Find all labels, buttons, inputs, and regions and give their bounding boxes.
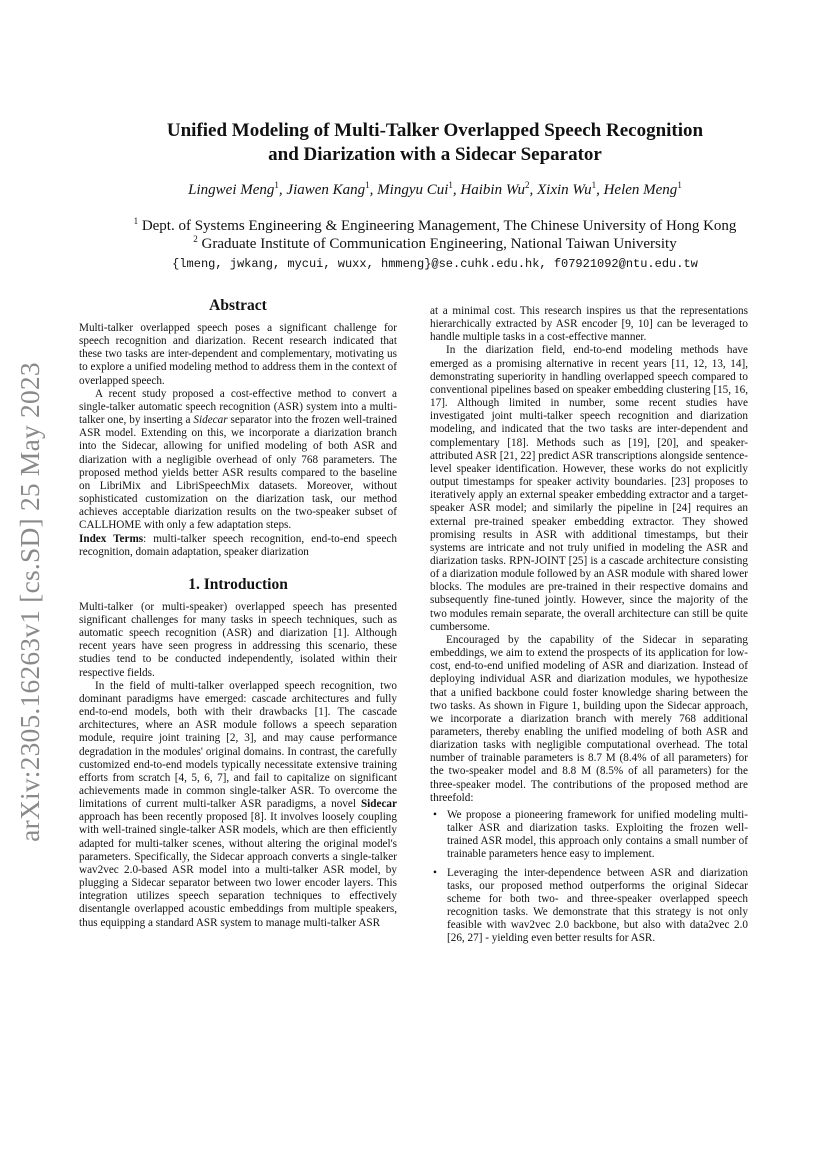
list-item-text: Leveraging the inter-dependence between ASR and diarization tasks, our proposed method outperforms the original Sidecar scheme for both two- and three-speaker overlapped speech recognition tasks. We demonstrate that this strategy is not only feasible with wav2vec 2.0 backbone, but also with data2vec 2.0 [26, 27] - yielding even better results for ASR. (447, 866, 748, 945)
abstract-paragraph-2 (79, 388, 397, 533)
author: Xixin Wu (537, 182, 592, 198)
left-column (79, 297, 397, 930)
abstract-heading: Abstract (209, 297, 267, 314)
author: Lingwei Meng (188, 182, 275, 198)
author-affiliation-mark: 1 (677, 180, 682, 190)
affiliation-2 (60, 234, 810, 253)
contribution-list (430, 809, 748, 946)
introduction-heading: 1. Introduction (188, 575, 288, 593)
author-list: Lingwei Meng$^1$, Jiawen Kang$^1$, Mingyu Cui$^1$, Haibin Wu$^2$, Xixin Wu$^1$, Helen Meng$^1$ (188, 180, 682, 198)
arxiv-identifier (10, 352, 50, 852)
intro-paragraph-2 (79, 680, 397, 930)
text-run: In the field of multi-talker overlapped speech recognition, two dominant paradigms have emerged: cascade architectures and fully end-to-end models, both with their drawbacks [1]. The cascade architectures, where an ASR module follows a speech separation module, require joint training [2, 3], and may cause performance degradation in the modules' original domains. In contrast, the carefully customized end-to-end models typically necessitate extensive training efforts from scratch [4, 5, 6, 7], and fail to capitalize on significant achievements made in common single-talker ASR. To overcome the limitations of current multi-talker ASR paradigms, a novel (79, 679, 397, 811)
text-run: approach has been recently proposed [8]. It involves loosely coupling with well-trained single-talker ASR models, which are then efficiently adapted for multi-talker scenes, without altering the original model's parameters. Specifically, the Sidecar approach converts a single-talker wav2vec 2.0-based ASR model into a multi-talker ASR model, by plugging a Sidecar separator between two lower encoder layers. This integration utilizes speech separation techniques to effectively disentangle overlapped acoustic embeddings from multiple speakers, thus equipping a standard ASR system to manage multi-talker ASR (79, 811, 397, 929)
intro-paragraph-2-continued: at a minimal cost. This research inspires us that the representations hierarchically extracted by ASR encoder [9, 10] can be leveraged to handle multiple tasks in a cost-effective manner. (430, 305, 748, 344)
intro-paragraph-1: Multi-talker (or multi-speaker) overlapped speech has presented significant challenges for many tasks in speech techniques, such as automatic speech recognition (ASR) and diarization [1]. Although recent years have seen progress in addressing this scenario, these studies tend to be conducted independently, isolated within their respective fields. (79, 600, 397, 679)
bullet-icon: • (433, 808, 437, 821)
title-line-1: Unified Modeling of Multi-Talker Overlapped Speech Recognition (166, 120, 704, 141)
author-affiliation-mark: 1 (591, 180, 597, 190)
paper-title (60, 119, 810, 167)
intro-paragraph-3: In the diarization field, end-to-end modeling methods have emerged as a promising alternative in recent years [11, 12, 13, 14], demonstrating superiority in handling overlapped speech compared to conventional pipelines based on speaker embedding clustering [15, 16, 17]. Although limited in number, some recent studies have investigated joint multi-talker speech recognition and diarization modeling, and indicated that the two tasks are inter-dependent and complementary [18]. Methods such as [19], [20], and speaker-attributed ASR [21, 22] predict ASR transcriptions alongside sentence-level speaker identification. However, these works do not explicitly output timestamps for speaker activity boundaries. [23] proposes to iteratively apply an external speaker embedding extractor and a target-speaker ASR model; and similarly the pipeline in [24] requires an external pre-trained speaker embedding extractor. They showed promising results in ASR with additional timestamps, but their systems are intricate and not truly unified in modeling the ASR and diarization tasks. RPN-JOINT [25] is a cascade architecture consisting of a diarization module followed by an ASR module with shared lower blocks. The modules are pre-trained in their respective domains and subsequently fine-tuned jointly. However, since the majority of the two modules remain separate, the overall architecture can still be quite cumbersome. (430, 344, 748, 633)
affiliation-number: 2 (193, 234, 198, 244)
list-item-text: We propose a pioneering framework for unified modeling multi-talker ASR and diarization tasks. Exploiting the frozen well-trained ASR model, this approach only contains a small number of trainable parameters hence easy to implement. (447, 808, 748, 861)
title-line-2: and Diarization with a Sidecar Separator (268, 144, 602, 165)
index-terms (79, 533, 397, 559)
list-item (430, 809, 748, 862)
affiliation-number: 1 (133, 216, 139, 226)
author-affiliation-mark: 1 (365, 180, 370, 190)
text-run: A recent study proposed a cost-effective method to convert a single-talker automatic speech recognition (ASR) system into a multi-talker one, by inserting a (79, 387, 397, 427)
author-emails: {lmeng, jwkang, mycui, wuxx, hmmeng}@se.cuhk.edu.hk, f07921092@ntu.edu.tw (172, 257, 698, 271)
text-run: separator into the frozen well-trained ASR model. Extending on this, we incorporate a diarization branch into the Sidecar, allowing for unified modeling of both ASR and diarization with a negligible overhead of only 768 parameters. The proposed method yields better ASR results compared to the baseline on LibriMix and LibriSpeechMix datasets. Moreover, without sophisticated customization on the diarization task, our method achieves acceptable diarization results on the two-speaker subset of CALLHOME with only a few adaptation steps. (79, 414, 397, 532)
affiliation-text: Graduate Institute of Communication Engineering, National Taiwan University (201, 236, 677, 252)
author: Haibin Wu (460, 182, 526, 198)
author-affiliation-mark: 2 (525, 180, 530, 190)
abstract-paragraph-1: Multi-talker overlapped speech poses a significant challenge for speech recognition and diarization. Recent research indicated that these two tasks are inter-dependent and complementary, motivating us to explore a unified modeling method to address them in the context of overlapped speech. (79, 322, 397, 387)
affiliation-text: Dept. of Systems Engineering & Engineering Management, The Chinese University of Hong Kong (141, 218, 737, 234)
author: Mingyu Cui (377, 182, 449, 198)
index-terms-label: Index Terms (79, 532, 144, 545)
bold-sidecar: Sidecar (360, 798, 397, 811)
author-affiliation-mark: 1 (274, 180, 279, 190)
intro-paragraph-4: Encouraged by the capability of the Sidecar in separating embeddings, we aim to extend the prospects of its application for low-cost, end-to-end unified modeling of ASR and diarization. Instead of deploying individual ASR and diarization modules, we hypothesize that a unified backbone could foster knowledge sharing between the two tasks. As shown in Figure 1, building upon the Sidecar approach, we incorporate a diarization branch with merely 768 additional parameters, thereby enabling the unified modeling of both ASR and diarization tasks with negligible computational overhead. The total number of trainable parameters is 8.7 M (8.4% of all parameters) for the two-speaker model and 8.8 M (8.5% of all parameters) for the three-speaker model. The contributions of the proposed method are threefold: (430, 633, 748, 804)
arxiv-id-text: arXiv:2305.16263v1 [cs.SD] 25 May 2023 (14, 362, 45, 842)
list-item (430, 867, 748, 946)
author: Jiawen Kang (286, 182, 366, 198)
bullet-icon: • (433, 866, 437, 879)
index-terms-text: : multi-talker speech recognition, end-to-end speech recognition, domain adaptation, speaker diarization (79, 532, 397, 558)
affiliation-1 (60, 216, 810, 235)
right-column (430, 305, 748, 951)
author-affiliation-mark: 1 (448, 180, 453, 190)
emphasis-sidecar: Sidecar (193, 414, 228, 427)
author: Helen Meng (603, 182, 678, 198)
